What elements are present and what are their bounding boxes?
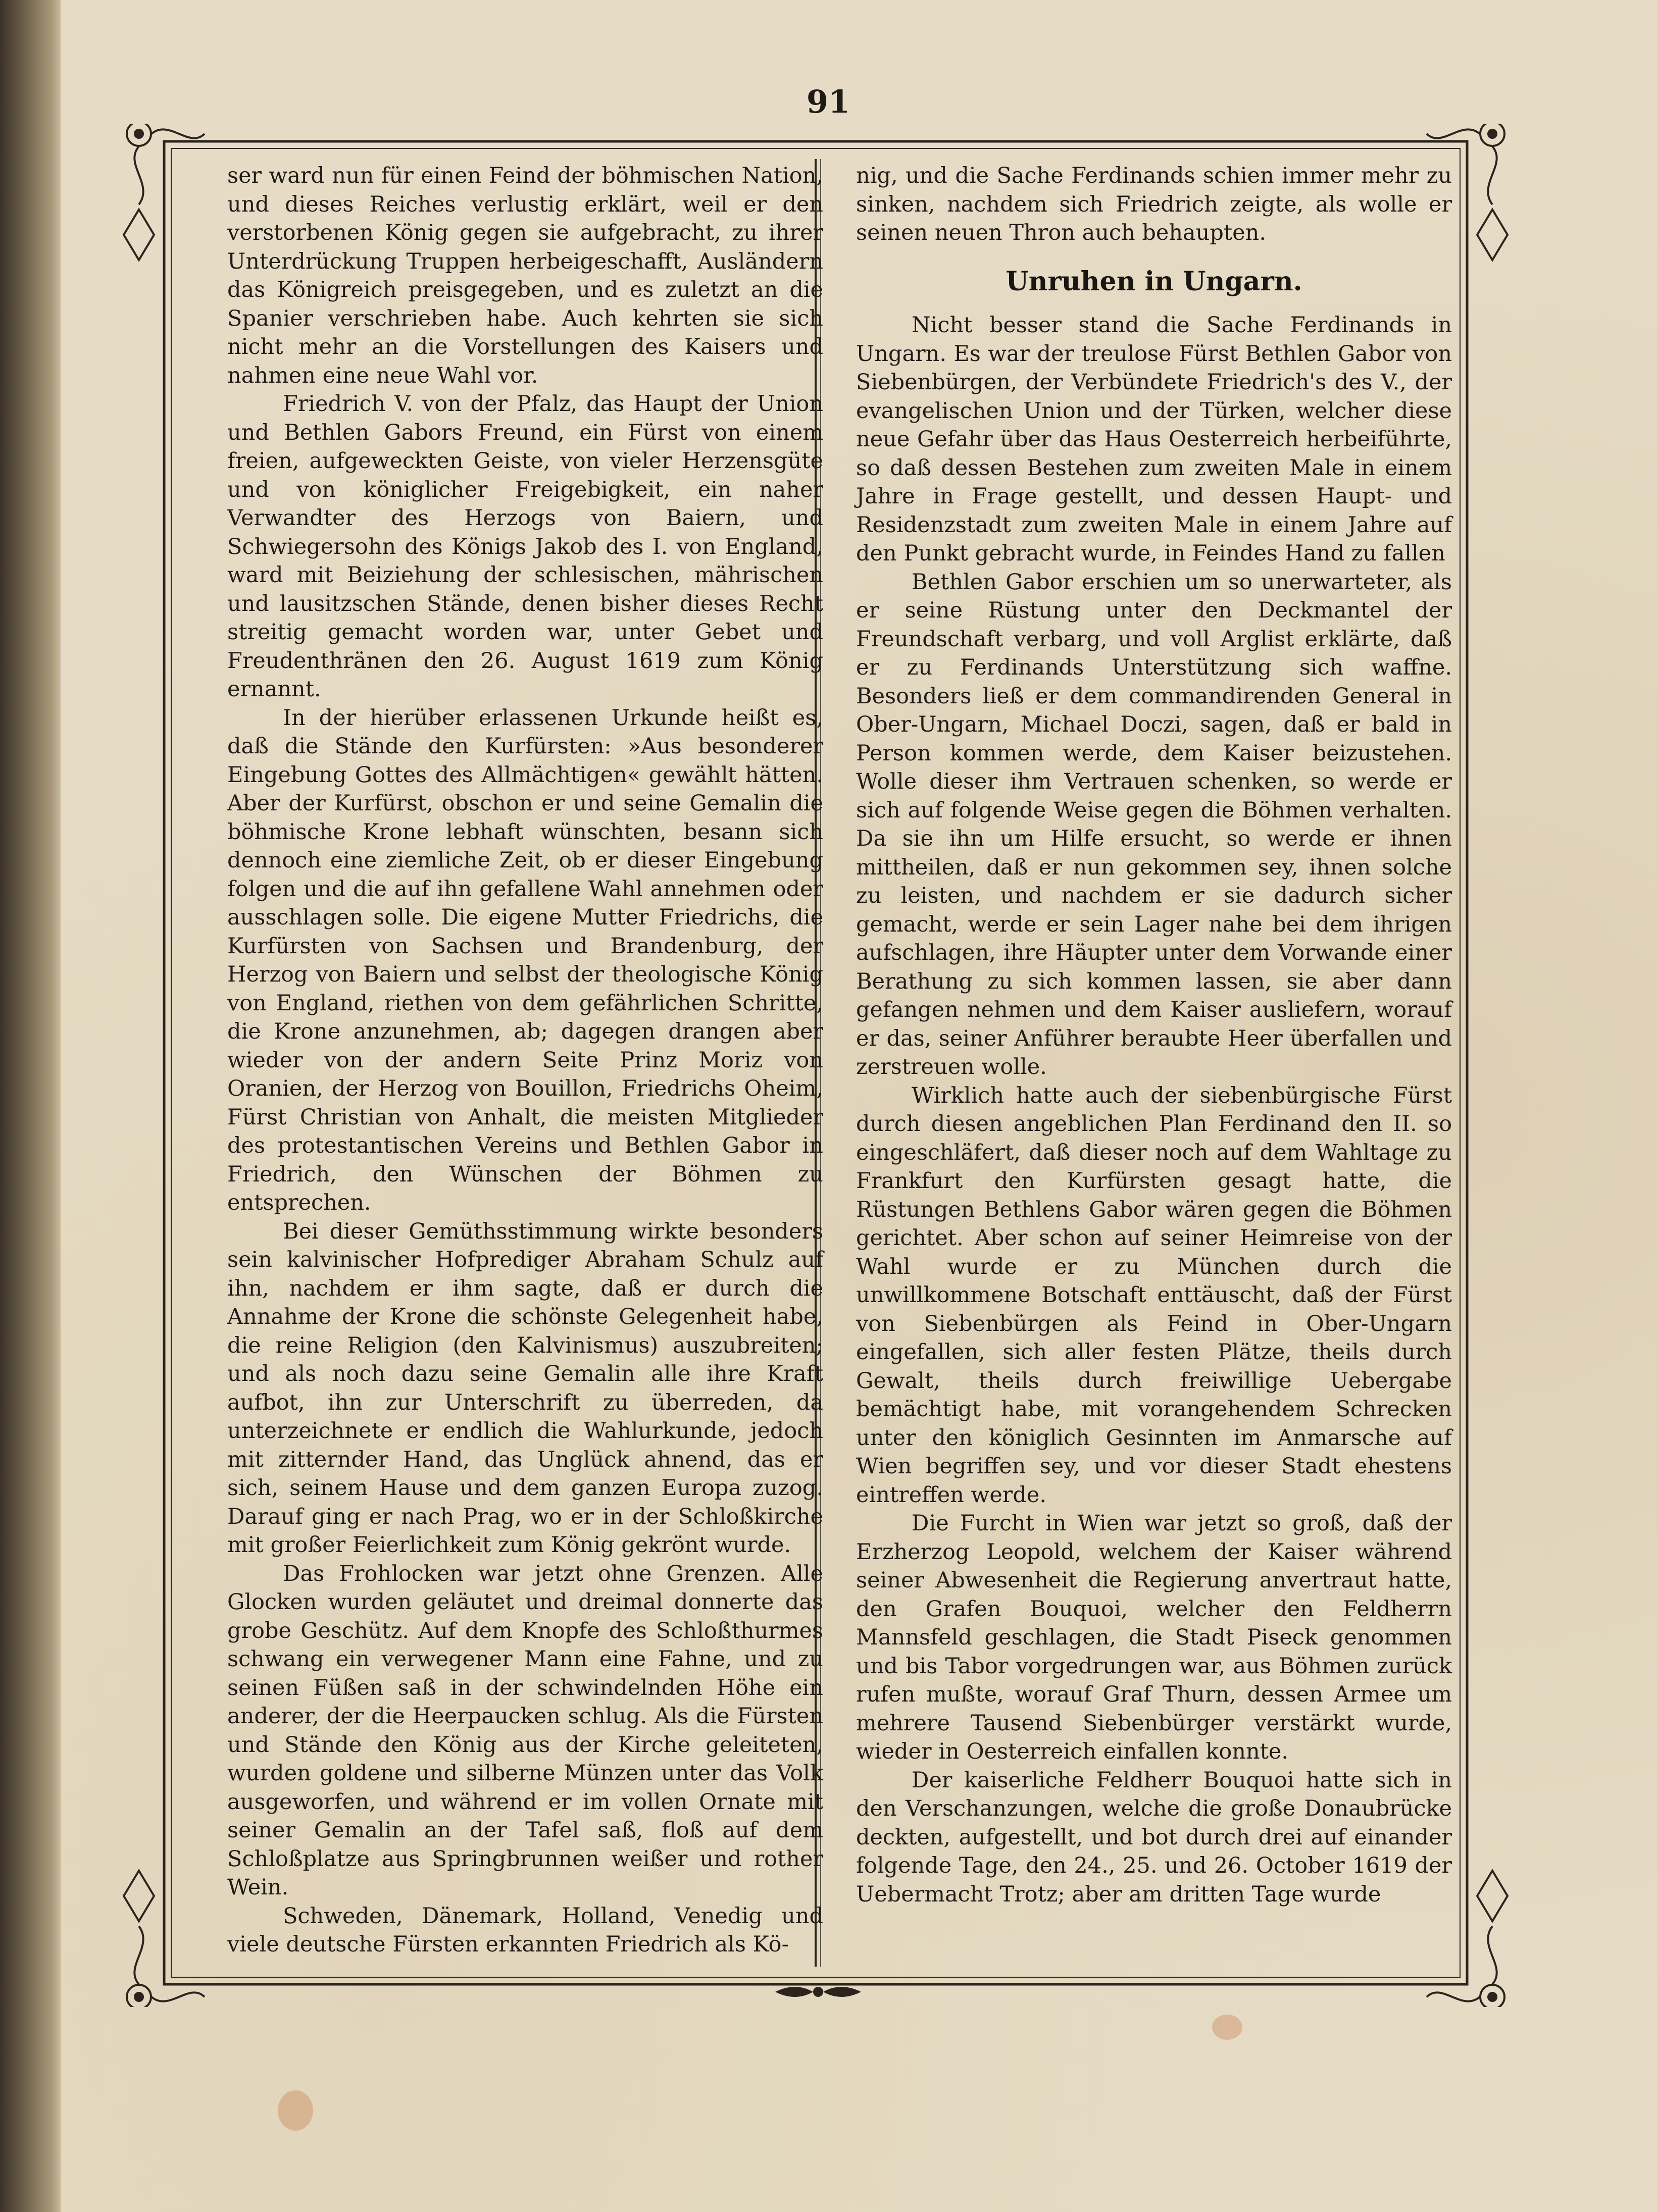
paragraph: Schweden, Dänemark, Holland, Venedig und viele deutsche Fürsten erkannten Friedrich als Kö- bbox=[227, 1903, 823, 1957]
paragraph: ser ward nun für einen Feind der böhmischen Nation, und dieses Reiches verlustig erklärt, weil er den verstorbenen König gegen sie aufgebracht, zu ihrer Unterdrückung Truppen herbeigeschafft, Ausländern das Königreich preisgegeben, und es zuletzt an die Spanier verschrieben habe. Auch kehrten sie sich nicht mehr an die Vorstellungen des Kaisers und nahmen eine neue Wahl vor. bbox=[227, 163, 823, 388]
paragraph: Nicht besser stand die Sache Ferdinands in Ungarn. Es war der treulose Fürst Bethlen Gabor von Siebenbürgen, der Verbündete Friedrich's des V., der evangelischen Union und der Türken, welcher diese neue Gefahr über das Haus Oesterreich herbeiführte, so daß dessen Bestehen zum zweiten Male in einem Jahre in Frage gestellt, und dessen Haupt- und Residenzstadt zum zweiten Male in einem Jahre auf den Punkt gebracht wurde, in Feindes Hand zu fallen bbox=[856, 313, 1452, 566]
paragraph: Friedrich V. von der Pfalz, das Haupt der Union und Bethlen Gabors Freund, ein Fürst von einem freien, aufgeweckten Geiste, von vieler Herzensgüte und von königlicher Freigebigkeit, ein naher Verwandter des Herzogs von Baiern, und Schwiegersohn des Königs Jakob des I. von England, ward mit Beiziehung der schlesischen, mährischen und lausitzschen Stände, denen bisher dieses Recht streitig gemacht worden war, unter Gebet und Freudenthränen den 26. August 1619 zum König ernannt. bbox=[227, 391, 823, 702]
paragraph: Die Furcht in Wien war jetzt so groß, daß der Erzherzog Leopold, welchem der Kaiser während seiner Abwesenheit die Regierung anvertraut hatte, den Grafen Bouquoi, welcher den Feldherrn Mannsfeld geschlagen, die Stadt Piseck genommen und bis Tabor vorgedrungen war, aus Böhmen zurück rufen mußte, worauf Graf Thurn, dessen Armee um mehrere Tausend Siebenbürger verstärkt wurde, wieder in Oesterreich einfallen konnte. bbox=[856, 1511, 1452, 1764]
paragraph: nig, und die Sache Ferdinands schien immer mehr zu sinken, nachdem sich Friedrich zeigte, als wolle er seinen neuen Thron auch behaupten. bbox=[856, 163, 1452, 245]
paper-stain bbox=[278, 2090, 313, 2131]
section-heading: Unruhen in Ungarn. bbox=[1006, 266, 1302, 297]
paragraph: Das Frohlocken war jetzt ohne Grenzen. Alle Glocken wurden geläutet und dreimal donnerte das grobe Geschütz. Auf dem Knopfe des Schloßthurmes schwang ein verwegener Mann eine Fahne, und zu seinen Füßen saß in der schwindelnden Höhe ein anderer, der die Heerpaucken schlug. Als die Fürsten und Stände den König aus der Kirche geleiteten, wurden goldene und silberne Münzen unter das Volk ausgeworfen, und während er im vollen Ornate mit seiner Gemalin an der Tafel saß, floß auf dem Schloßplatze aus Springbrunnen weißer und rother Wein. bbox=[227, 1561, 823, 1900]
paragraph: In der hierüber erlassenen Urkunde heißt es, daß die Stände den Kurfürsten: »Aus besonderer Eingebung Gottes des Allmächtigen« gewählt hätten. Aber der Kurfürst, obschon er und seine Gemalin die böhmische Krone lebhaft wünschten, besann sich dennoch eine ziemliche Zeit, ob er dieser Eingebung folgen und die auf ihn gefallene Wahl annehmen oder ausschlagen solle. Die eigene Mutter Friedrichs, die Kurfürsten von Sachsen und Brandenburg, der Herzog von Baiern und selbst der theologische König von England, riethen von dem gefährlichen Schritte, die Krone anzunehmen, ab; dagegen drangen aber wieder von der andern Seite Prinz Moriz von Oranien, der Herzog von Bouillon, Friedrichs Oheim, Fürst Christian von Anhalt, die meisten Mitglieder des protestantischen Vereins und Bethlen Gabor in Friedrich, den Wünschen der Böhmen zu entsprechen. bbox=[227, 705, 823, 1215]
text-column-left bbox=[227, 162, 823, 1959]
paragraph: Bethlen Gabor erschien um so unerwarteter, als er seine Rüstung unter den Deckmantel der Freundschaft verbarg, und voll Arglist erklärte, daß er zu Ferdinands Unterstützung sich waffne. Besonders ließ er dem commandirenden General in Ober-Ungarn, Michael Doczi, sagen, daß er bald in Person kommen werde, dem Kaiser beizustehen. Wolle dieser ihm Vertrauen schenken, so werde er sich auf folgende Weise gegen die Böhmen verhalten. Da sie ihn um Hilfe ersucht, so werde er ihnen mittheilen, daß er nun gekommen sey, ihnen solche zu leisten, und nachdem er sie dadurch sicher gemacht, werde er sein Lager nahe bei dem ihrigen aufschlagen, ihre Häupter unter dem Vorwande einer Berathung zu sich kommen lassen, sie aber dann gefangen nehmen und dem Kaiser ausliefern, worauf er das, seiner Anführer beraubte Heer überfallen und zerstreuen wolle. bbox=[856, 569, 1452, 1079]
page-number: 91 bbox=[806, 83, 850, 120]
paragraph: Wirklich hatte auch der siebenbürgische Fürst durch diesen angeblichen Plan Ferdinand den II. so eingeschläfert, daß dieser noch auf dem Wahltage zu Frankfurt den Kurfürsten gesagt hatte, die Rüstungen Bethlens Gabor wären gegen die Böhmen gerichtet. Aber schon auf seiner Heimreise von der Wahl wurde er zu München durch die unwillkommene Botschaft enttäuscht, daß der Fürst von Siebenbürgen als Feind in Ober-Ungarn eingefallen, sich aller festen Plätze, theils durch Gewalt, theils durch freiwillige Uebergabe bemächtigt habe, mit vorangehendem Schrecken unter den königlich Gesinnten im Anmarsche auf Wien begriffen sey, und vor dieser Stadt ehestens eintreffen werde. bbox=[856, 1083, 1452, 1508]
paper-stain bbox=[1212, 2015, 1242, 2040]
paragraph: Bei dieser Gemüthsstimmung wirkte besonders sein kalvinischer Hofprediger Abraham Schulz auf ihn, nachdem er ihm sagte, daß er durch die Annahme der Krone die schönste Gelegenheit habe, die reine Religion (den Kalvinismus) auszubreiten; und als noch dazu seine Gemalin alle ihre Kraft aufbot, ihn zur Unterschrift zu überreden, da unterzeichnete er endlich die Wahlurkunde, jedoch mit zitternder Hand, das Unglück ahnend, das er sich, seinem Hause und dem ganzen Europa zuzog. Darauf ging er nach Prag, wo er in der Schloßkirche mit großer Feierlichkeit zum König gekrönt wurde. bbox=[227, 1218, 823, 1558]
paragraph: Der kaiserliche Feldherr Bouquoi hatte sich in den Verschanzungen, welche die große Donaubrücke deckten, aufgestellt, und bot durch drei auf einander folgende Tage, den 24., 25. und 26. October 1619 der Uebermacht Trotz; aber am dritten Tage wurde bbox=[856, 1767, 1452, 1907]
book-spine-edge bbox=[0, 0, 61, 2212]
bottom-center-ornament bbox=[775, 1987, 861, 1997]
text-column-right bbox=[856, 162, 1452, 1909]
